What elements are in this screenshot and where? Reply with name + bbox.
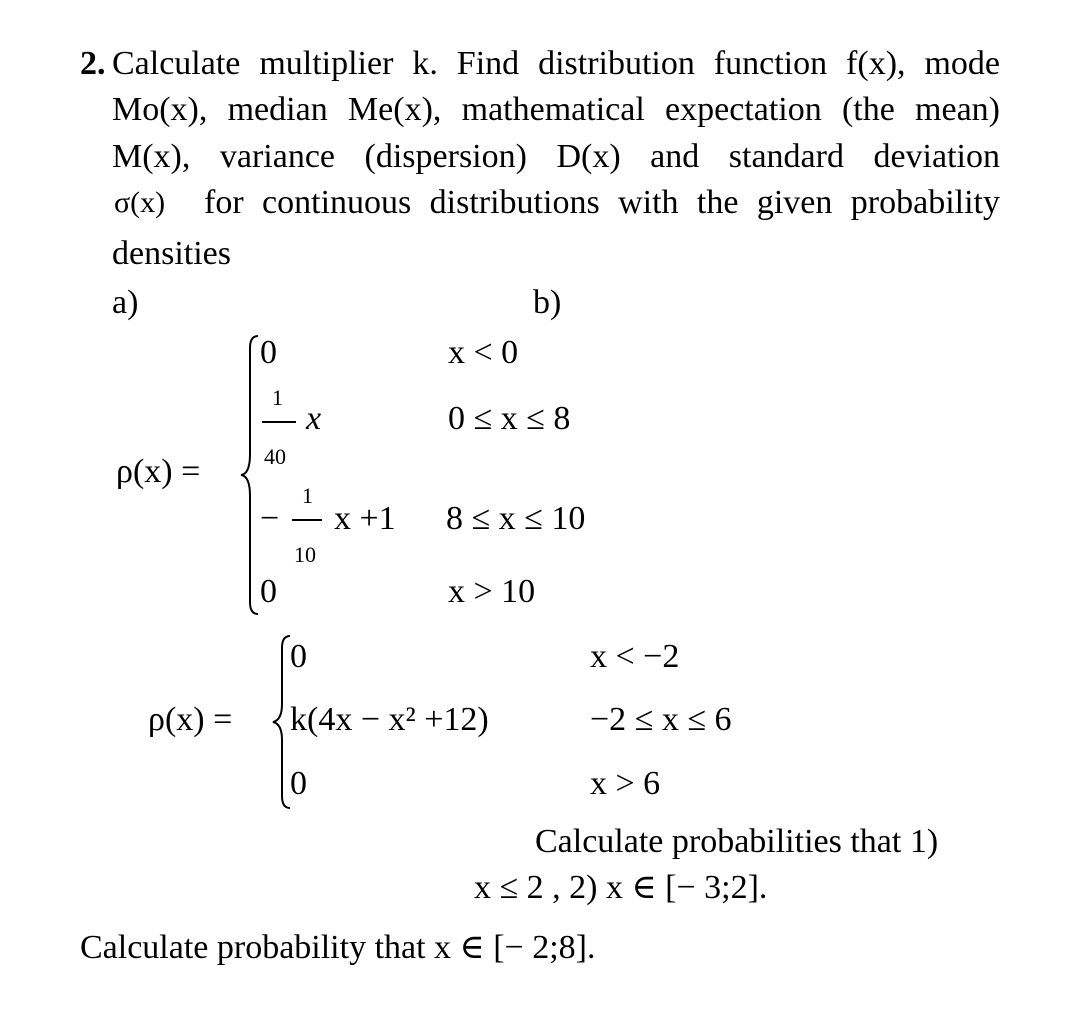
task-b-line-1: Calculate probabilities that 1) [535,823,939,860]
density-a-lhs: ρ(x) = [116,453,201,490]
density-a-case2-cond: 0 ≤ x ≤ 8 [448,400,571,437]
density-a-case2-numerator: 1 [272,385,283,410]
density-a-case3-sign: − [260,500,280,537]
problem-line-5: densities [112,235,231,272]
problem-line-4: for continuous distributions with the given probability [204,184,1000,221]
density-b-case2-cond: −2 ≤ x ≤ 6 [590,701,732,738]
density-b-case1-expr: 0 [290,638,307,675]
density-a-case2-denominator: 40 [264,444,286,469]
density-b-case2-expr: k(4x − x² +12) [290,701,489,738]
problem-line-3: M(x), variance (dispersion) D(x) and standard deviation [112,138,1000,175]
part-b-label: b) [533,284,562,321]
density-b-case3-cond: x > 6 [590,765,661,802]
density-a-case4-cond: x > 10 [448,573,536,610]
task-b-line-2: x ≤ 2 , 2) x ∈ [− 3;2]. [474,869,768,906]
problem-number: 2. [80,45,106,82]
problem-line-2: Mo(x), median Me(x), mathematical expectation (the mean) [112,91,1000,128]
density-a-case1-expr: 0 [260,334,277,371]
density-a-case1-cond: x < 0 [448,334,519,371]
density-a-case2-var: x [306,400,322,437]
density-a-case3-rest: x +1 [334,500,396,537]
sigma-symbol: σ(x) [114,186,166,219]
problem-line-1: Calculate multiplier k. Find distribution function f(x), mode [112,45,1000,82]
density-b-lhs: ρ(x) = [148,701,233,738]
density-a-case3-cond: 8 ≤ x ≤ 10 [446,500,586,537]
density-a-case3-numerator: 1 [302,483,313,508]
density-b-case3-expr: 0 [290,765,307,802]
density-a-case3-denominator: 10 [294,542,316,567]
density-a-case3-fraction-bar [292,519,322,521]
density-a-brace [238,334,262,616]
task-a-line: Calculate probability that x ∈ [− 2;8]. [80,929,596,966]
part-a-label: a) [112,284,139,321]
density-a-case2-fraction-bar [262,421,296,423]
density-b-case1-cond: x < −2 [590,638,680,675]
density-a-case4-expr: 0 [260,573,277,610]
